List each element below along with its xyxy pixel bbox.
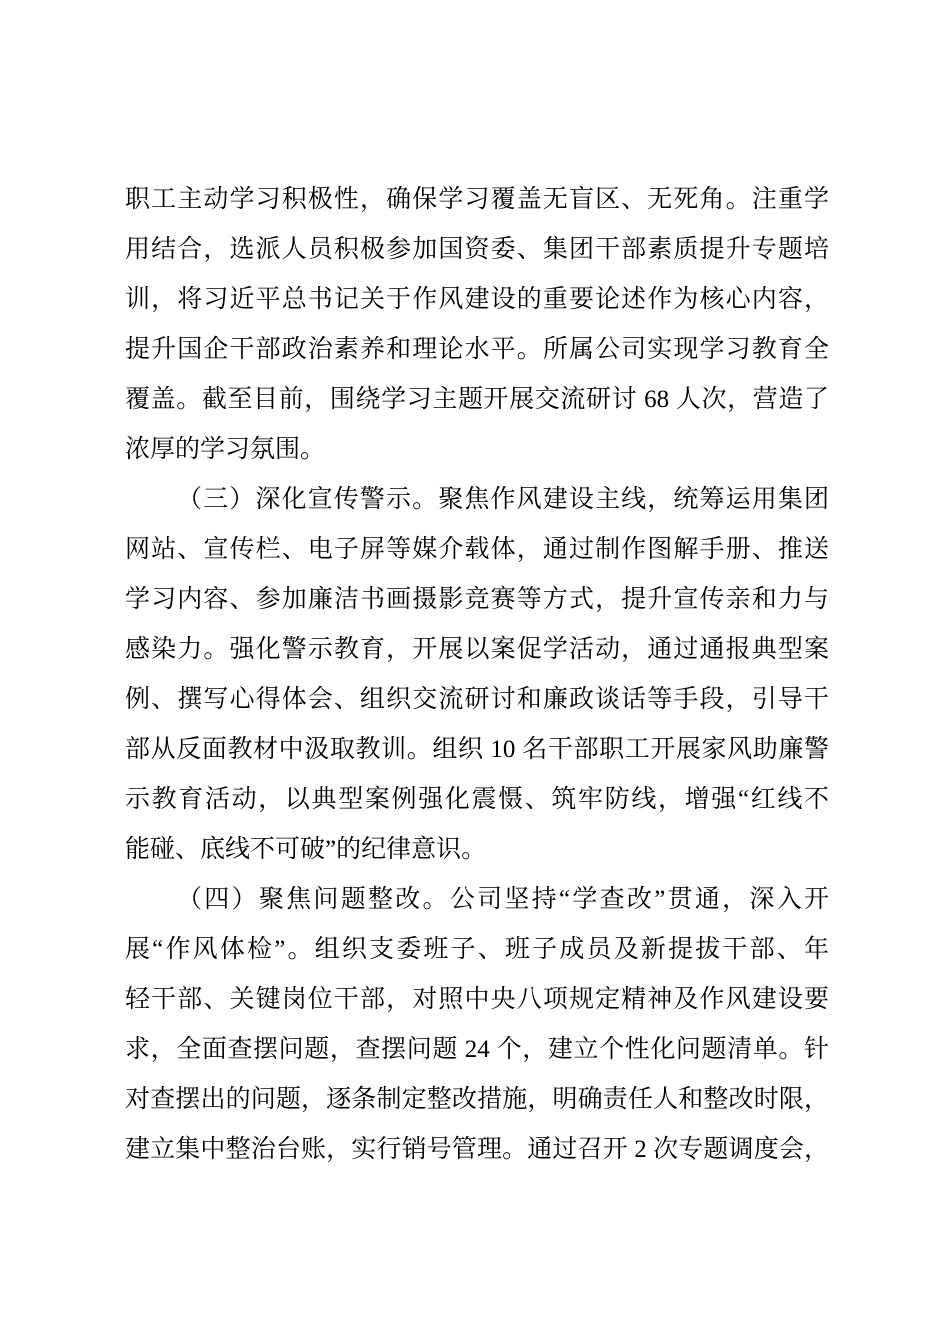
text-line: 展“作风体检”。组织支委班子、班子成员及新提拔干部、年 xyxy=(125,936,829,963)
text-line: 覆盖。截至目前，围绕学习主题开展交流研讨 68 人次，营造了 xyxy=(125,386,829,413)
text-line: 求，全面查摆问题，查摆问题 24 个，建立个性化问题清单。针 xyxy=(125,1036,829,1063)
text-line: 网站、宣传栏、电子屏等媒介载体，通过制作图解手册、推送 xyxy=(125,536,829,563)
text-line: 对查摆出的问题，逐条制定整改措施，明确责任人和整改时限， xyxy=(125,1086,829,1113)
text-line: （四）聚焦问题整改。公司坚持“学查改”贯通，深入开 xyxy=(177,886,829,913)
text-line: 部从反面教材中汲取教训。组织 10 名干部职工开展家风助廉警 xyxy=(125,736,829,763)
text-line: 训，将习近平总书记关于作风建设的重要论述作为核心内容， xyxy=(125,286,829,313)
text-line: 能碰、底线不可破”的纪律意识。 xyxy=(125,836,487,863)
text-line: 职工主动学习积极性，确保学习覆盖无盲区、无死角。注重学 xyxy=(125,186,829,213)
text-line: 浓厚的学习氛围。 xyxy=(125,436,326,463)
text-line: 学习内容、参加廉洁书画摄影竞赛等方式，提升宣传亲和力与 xyxy=(125,586,829,613)
text-line: 示教育活动，以典型案例强化震慑、筑牢防线，增强“红线不 xyxy=(125,786,829,813)
text-line: 建立集中整治台账，实行销号管理。通过召开 2 次专题调度会， xyxy=(125,1136,829,1163)
document-text xyxy=(125,175,829,1175)
text-line: （三）深化宣传警示。聚焦作风建设主线，统筹运用集团 xyxy=(177,486,829,513)
text-line: 轻干部、关键岗位干部，对照中央八项规定精神及作风建设要 xyxy=(125,986,829,1013)
text-line: 感染力。强化警示教育，开展以案促学活动，通过通报典型案 xyxy=(125,636,829,663)
text-line: 例、撰写心得体会、组织交流研讨和廉政谈话等手段，引导干 xyxy=(125,686,829,713)
text-line: 提升国企干部政治素养和理论水平。所属公司实现学习教育全 xyxy=(125,336,829,363)
text-line: 用结合，选派人员积极参加国资委、集团干部素质提升专题培 xyxy=(125,236,829,263)
